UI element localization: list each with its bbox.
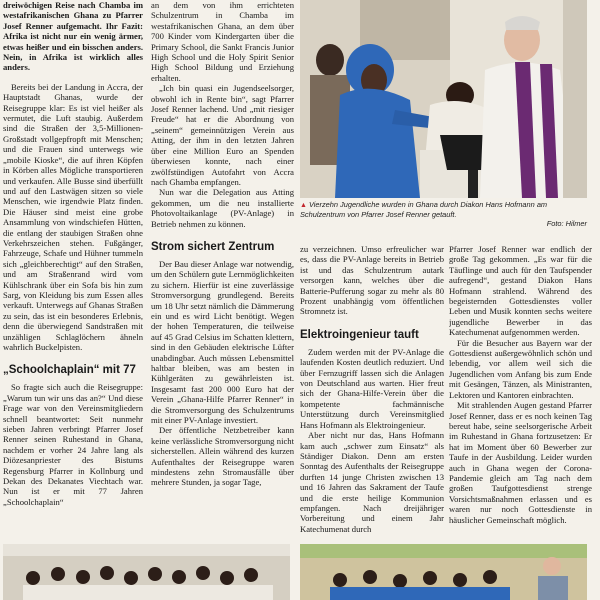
photo-credit: Foto: Hilmer bbox=[546, 219, 587, 228]
paragraph: Mit strahlenden Augen gestand Pfarrer Josef Renner, dass er es noch keinen Tag bereut habe, seine seelsorgerische Arbeit im Ruhestand in Ghana fortzusetzen: Er hat im Moment über 60 Bewerber zur Taufe in der Ausbildung. Leider wurden auch in Ghana wegen der Corona-Pandemie gleich am Tag nach dem großen Taufgottesdienst strenge Vorsichtsmaßnahmen erlassen und es waren nur noch Gottesdienste in häuslicher Gemeinschaft möglich. bbox=[449, 400, 592, 525]
article-lead: dreiwöchigen Reise nach Chamba im westafrikanischen Ghana zu Pfarrer Josef Renner aufgemacht. Ihr Fazit: Afrika ist nicht nur ein wenig ärmer, etwas heißer und ein bisschen anders. Nein, in Afrika ist wirklich alles anders. bbox=[3, 0, 143, 73]
article-column-3 bbox=[300, 244, 444, 540]
group-photo-left bbox=[3, 544, 290, 600]
article-column-4 bbox=[449, 244, 592, 540]
paragraph: Der öffentliche Netzbetreiber kann keine verlässliche Stromversorgung nicht sicherstellen. Allein während des kurzen Aufenthaltes der Reisegruppe waren mindestens zehn Stromausfälle über mehrere Stunden, ja sogar Tage, bbox=[151, 425, 294, 488]
subheading-elektroingenieur: Elektroingenieur tauft bbox=[300, 328, 419, 341]
group-photo-right bbox=[300, 544, 587, 600]
paragraph: Zudem werden mit der PV-Anlage die laufenden Kosten deutlich reduziert. Und über Fernzugriff lassen sich die Anlagen von Deutschland aus warten. Hier freut sich der Ghana-Hilfe-Verein über die kompetente fachmännische Unterstützung durch Vereinsmitglied Hans Hofmann als Elektroingenieur. bbox=[300, 346, 444, 430]
group-photo-right-illustration bbox=[300, 544, 587, 600]
article-column-1 bbox=[3, 0, 143, 540]
paragraph: Der Bau dieser Anlage war notwendig, um den Schülern gute Lernmöglichkeiten zu sichern. Hierfür ist eine zuverlässige Stromversorgung grundlegend. Bereits um 18 Uhr setzt nämlich die Dämmerung ein und es wird Licht benötigt. Wegen der hohen Temperaturen, die teilweise auf 45 Grad Celsius im Schatten klettern, sind in den Gebäuden elektrische Lüfter unabdingbar. Auch müssen Lebensmittel haltbar bleiben, was am besten in Kühlgeräten zu gewährleisten ist. Insgesamt fast 200 000 Euro hat der Verein „Ghana-Hilfe Pfarrer Renner“ in die Stromversorgung des Schulzentrums mit einer PV-Anlage investiert. bbox=[151, 258, 294, 426]
article-column-2 bbox=[151, 0, 294, 540]
paragraph: Pfarrer Josef Renner war endlich der große Tag gekommen. „Es war für die Täuflinge und auch für den Taufspender aufregend“, gestand Diakon Hans Hofmann strahlend. Während des begeisternden Gottesdienstes voller Leben und Musik konnten sechs weitere jugendliche Bewerber in das Katechumenat aufgenommen werden. bbox=[449, 244, 592, 338]
paragraph: Für die Besucher aus Bayern war der Gottesdienst außergewöhnlich schön und lebendig, vor allem weil sich die Jugendlichen vom Anfang bis zum Ende mit Gesängen, Tänzen, als Ministranten, Lektoren und Kantoren einbrachten. bbox=[449, 337, 592, 400]
baptism-photo bbox=[300, 0, 587, 198]
baptism-photo-illustration bbox=[300, 0, 587, 198]
subheading-strom: Strom sichert Zentrum bbox=[151, 240, 275, 253]
paragraph: Aber nicht nur das, Hans Hofmann kam auch „schwer zum Einsatz“ als Ständiger Diakon. Denn am ersten Sonntag des Aufenthalts der Reisegruppe durften 14 junge Christen zwischen 13 und 16 Jahren das Sakrament der Taufe und die erste heilige Kommunion empfangen. Nach dreijähriger Vorbereitung und einem Jahr Katechumenat durch bbox=[300, 430, 444, 534]
paragraph: Nun war die Delegation aus Atting gekommen, um die neu installierte Photovoltaikanlage (PV-Anlage) in Betrieb nehmen zu können. bbox=[151, 187, 294, 229]
paragraph: zu verzeichnen. Umso erfreulicher war es, dass die PV-Anlage bereits in Betrieb ist und das Schulzentrum autark versorgen kann, welches über die Batterie-Pufferung sogar zu mehr als 80 Prozent unabhängig vom öffentlichen Stromnetz ist. bbox=[300, 244, 444, 317]
paragraph: So fragte sich auch die Reisegruppe: „Warum tun wir uns das an?“ Und diese Frage war von den Vereinsmitgliedern schnell beantwortet: Seit nunmehr sieben Jahren verbringt Pfarrer Josef Renner seinen Ruhestand in Ghana, nachdem er vorher 24 Jahre lang als Diözesanpriester des Bistums Regensburg Pfarrer in Kollnburg und Dekan des Dekanates Viechtach war. Nun ist er mit 77 Jahren „Schoolchaplain“ bbox=[3, 382, 143, 507]
paragraph: Bereits bei der Landung in Accra, der Hauptstadt Ghanas, wurde der Reisegruppe klar: Es ist viel heißer als vermutet, die Luft staubig. Außerdem sind die Straßen der 3,5-Millionen-Großstadt vollgepfropft mit Menschen; und die Frauen sind unterwegs wie „mobile Kioske“, die auf ihren Köpfen in Körben alles Mögliche transportieren und verkaufen. Alle Busse sind überfüllt und auf den Lastwägen sitzen so viele Menschen, wie irgendwie Platz finden. Die Häuser sind meist eine grobe Ansammlung von windschiefen Hütten, die entlang der staubigen Straßen ohne Verkehrszeichen stehen. Fußgänger, Fahrzeuge, Schafe und Hühner tummeln sich „gleichberechtigt“ auf den Straßen, und am Straßenrand wird vom Kühlschrank über ein Sofa bis hin zum Sarg, von Kleidung bis zum Essen alles verkauft. Unterwegs auf Ghanas Straßen zu sein, das ist ein besonderes Erlebnis, denn die überwiegend Sandstraßen mit unzähligen Schlaglöchern ähneln wahrlich Buckelpisten. bbox=[3, 81, 143, 352]
photo-caption bbox=[300, 200, 587, 228]
paragraph: „Ich bin quasi ein Jugendseelsorger, obwohl ich in Rente bin“, sagt Pfarrer Josef Renner lachend. Und „mit riesiger Freude“ hat er die Abordnung von „seinem“ gemeinnützigen Verein aus Atting, der ihm in den letzten Jahren über eine Million Euro an Spenden überwiesen konnte, nach einer zwölfstündigen Autofahrt von Accra nach Ghamba empfangen. bbox=[151, 83, 294, 187]
caption-text: Vierzehn Jugendliche wurden in Ghana durch Diakon Hans Hofmann am Schulzentrum von Pfarrer Josef Renner getauft. bbox=[300, 200, 548, 219]
caption-triangle-icon: ▲ bbox=[300, 202, 307, 209]
subheading-schoolchaplain: „Schoolchaplain“ mit 77 bbox=[3, 364, 136, 377]
paragraph: an dem von ihm errichteten Schulzentrum in Chamba im westafrikanischen Ghana, an dem über 700 Kinder vom Kindergarten über die Primary School, die Sankt Francis Junior High School und die Holy Spirit Senior High School Bildung und Erziehung erhalten. bbox=[151, 0, 294, 83]
group-photo-left-illustration bbox=[3, 544, 290, 600]
